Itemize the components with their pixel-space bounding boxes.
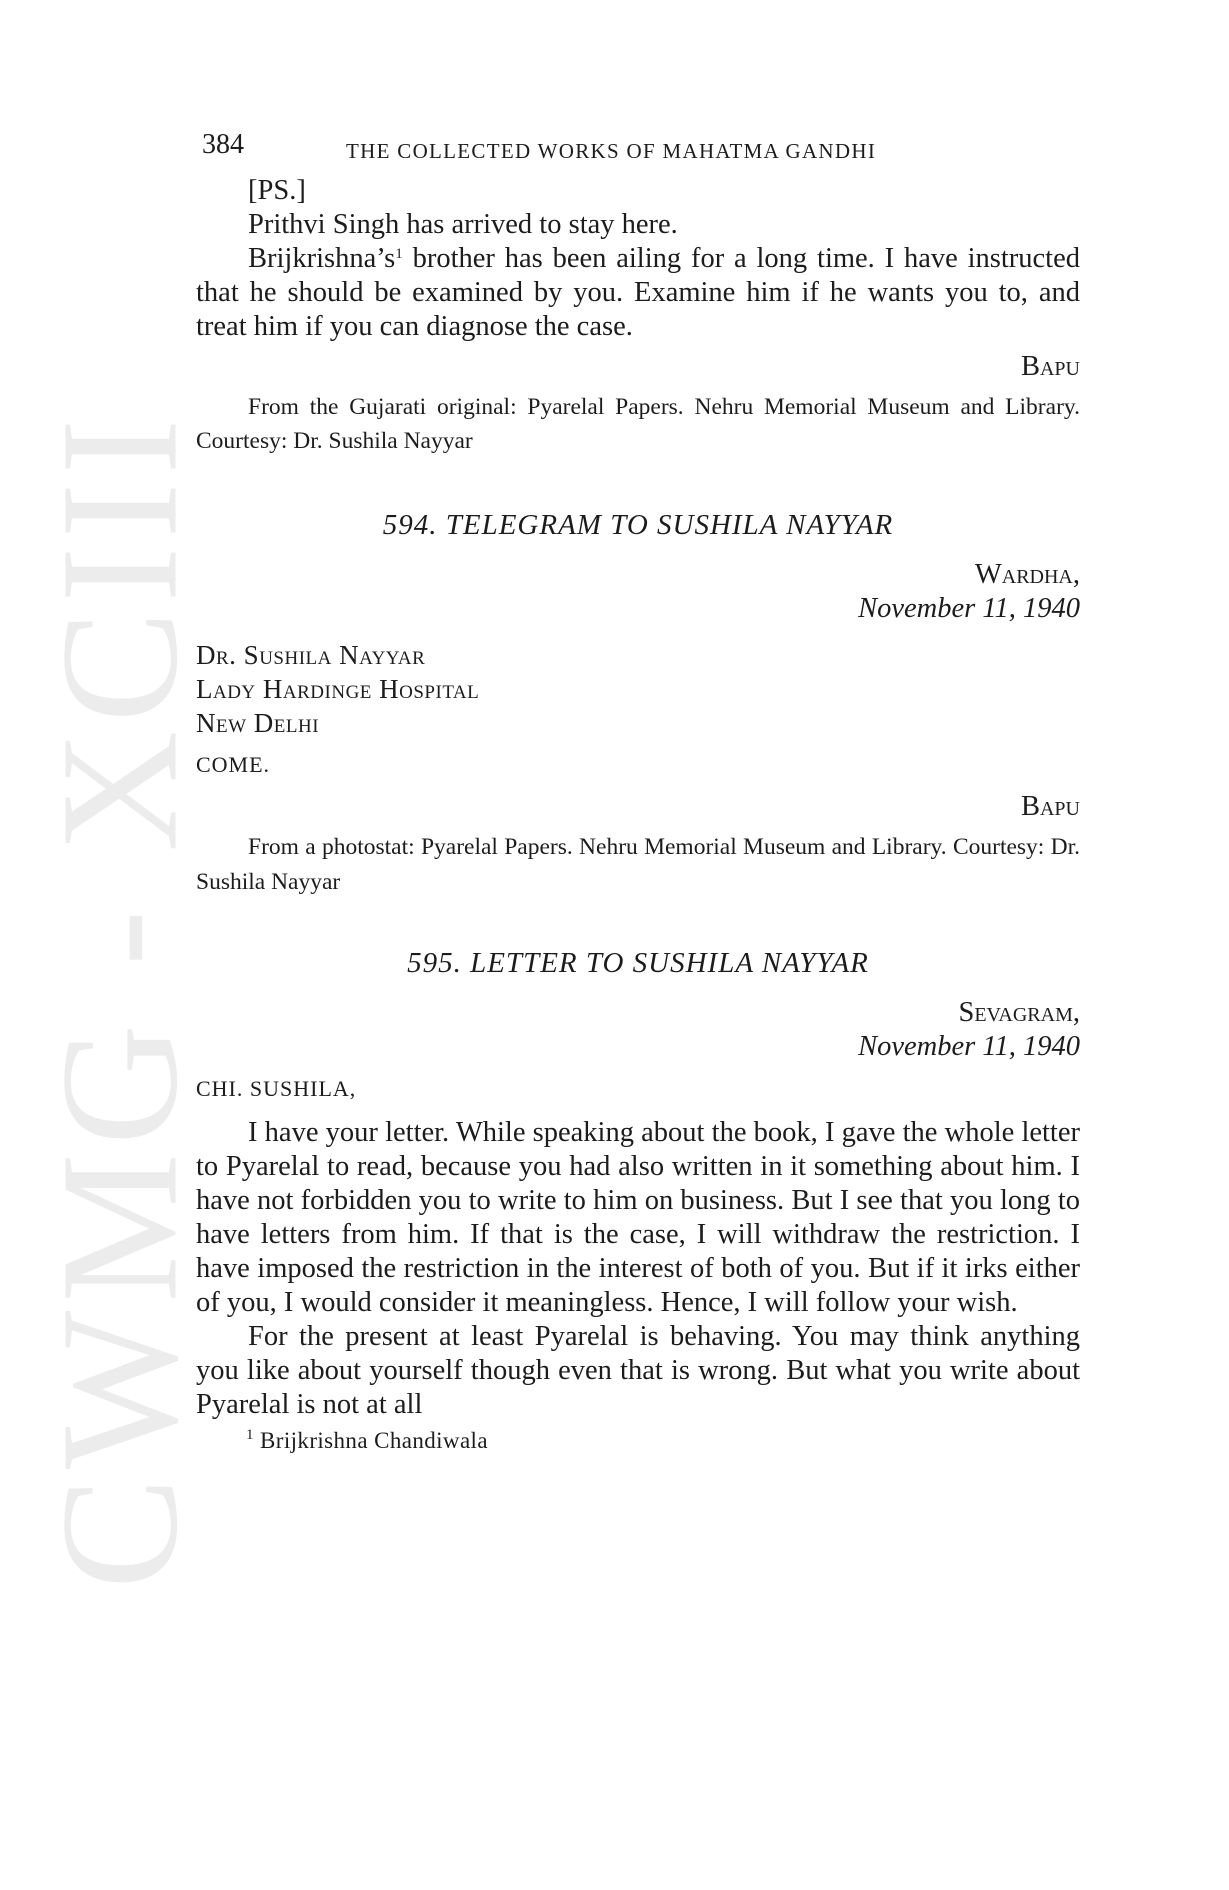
item-594-address: [196, 638, 1080, 740]
item-595-place: Sevagram,: [958, 997, 1080, 1028]
item-594-place: Wardha,: [974, 559, 1080, 590]
ps-paragraph-rest: brother has been ailing for a long time. I have instructed that he should be examined by you. Examine him if he wants you to, and treat him if you can diagnose the case.: [196, 243, 1080, 342]
item-594-date: November 11, 1940: [858, 593, 1080, 624]
item-595-salutation: CHI. SUSHILA,: [196, 1076, 357, 1101]
item-594-source-note: From a photostat: Pyarelal Papers. Nehru Memorial Museum and Library. Courtesy: Dr. Sushila Nayyar: [196, 834, 1080, 895]
footnote: [196, 1424, 1080, 1458]
ps-line: Prithvi Singh has arrived to stay here.: [248, 209, 678, 240]
address-line: New Delhi: [196, 708, 320, 738]
ps-paragraph-start: Brijkrishna’s: [248, 243, 396, 274]
ps-label: [PS.]: [248, 175, 306, 206]
ps-source-note: From the Gujarati original: Pyarelal Papers. Nehru Memorial Museum and Library. Courtesy: Dr. Sushila Nayyar: [196, 394, 1080, 454]
page-header: [196, 128, 1080, 164]
footnote-marker: 1: [246, 1427, 254, 1443]
address-line: Lady Hardinge Hospital: [196, 674, 480, 704]
item-594-title: 594. TELEGRAM TO SUSHILA NAYYAR: [382, 509, 894, 541]
item-595-title: 595. LETTER TO SUSHILA NAYYAR: [407, 947, 869, 979]
footnote-ref: 1: [395, 246, 403, 262]
item-595-date: November 11, 1940: [858, 1031, 1080, 1062]
watermark-text: CWMG - XCIII: [26, 410, 213, 1590]
ps-signature: Bapu: [1020, 351, 1080, 382]
item-594-signature: Bapu: [1020, 791, 1080, 822]
page: [196, 128, 1080, 1458]
item-595-paragraph: For the present at least Pyarelal is behaving. You may think anything you like about yourself though even that is wrong. But what you write about Pyarelal is not at all: [196, 1321, 1080, 1420]
item-595-paragraph: I have your letter. While speaking about the book, I gave the whole letter to Pyarelal to read, because you had also written in it something about him. I have not forbidden you to write to him on business. But I see that you long to have letters from him. If that is the case, I will withdraw the restriction. I have imposed the restriction in the interest of both of you. But if it irks either of you, I would consider it meaningless. Hence, I will follow your wish.: [196, 1117, 1080, 1318]
address-line: Dr. Sushila Nayyar: [196, 640, 426, 670]
footnote-text: Brijkrishna Chandiwala: [253, 1428, 488, 1453]
running-title: THE COLLECTED WORKS OF MAHATMA GANDHI: [346, 139, 877, 163]
ps-paragraph: [196, 242, 1080, 344]
page-number: 384: [202, 129, 244, 160]
item-594-body: COME.: [196, 752, 271, 777]
